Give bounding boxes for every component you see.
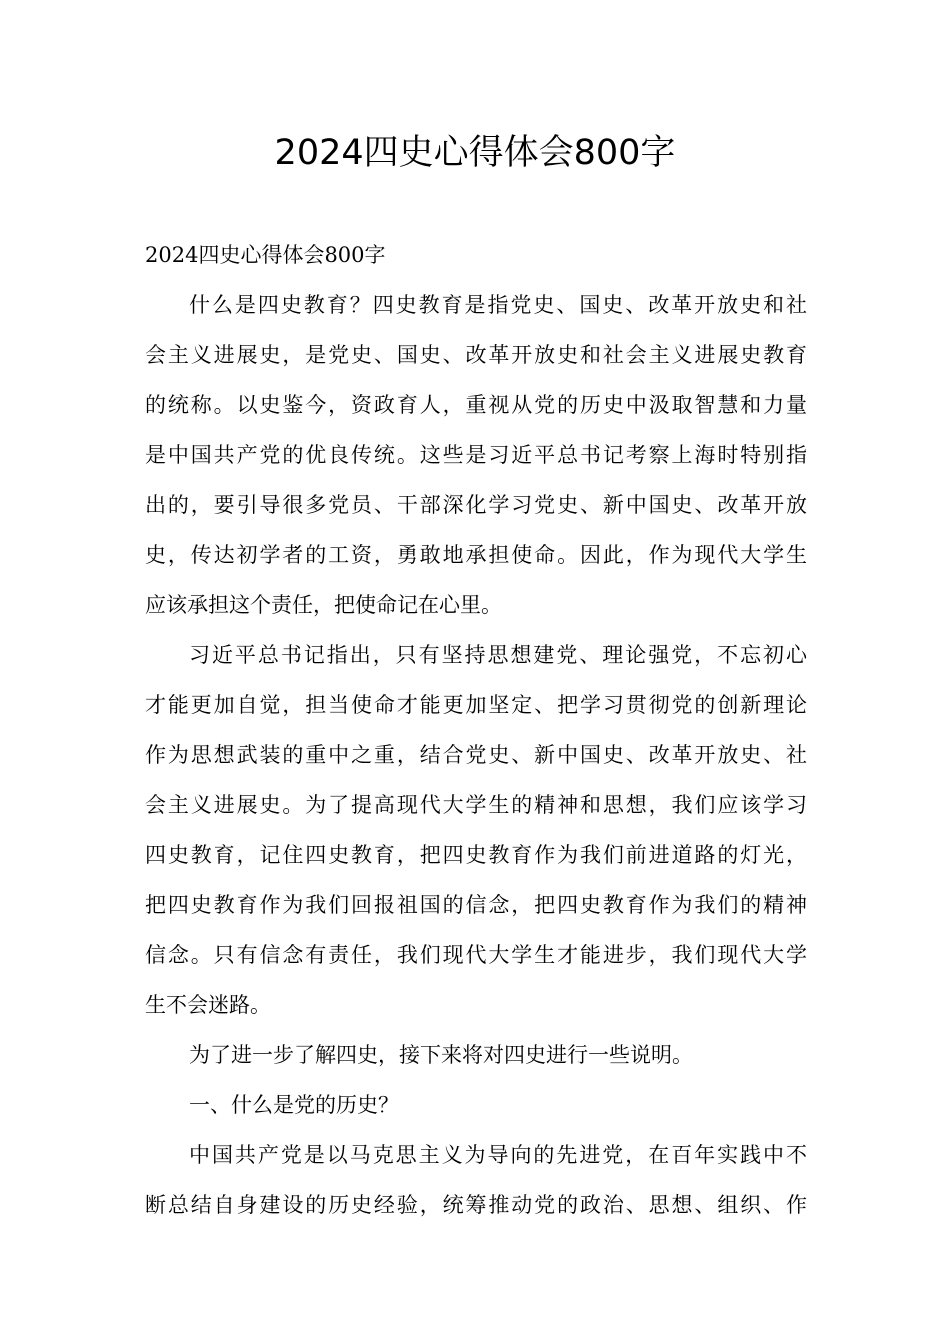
text-line: 四史教育，记住四史教育，把四史教育作为我们前进道路的灯光， bbox=[145, 843, 807, 867]
text-line: 什么是四史教育？四史教育是指党史、国史、改革开放史和社 bbox=[189, 293, 807, 317]
document-title: 2024四史心得体会800字 bbox=[274, 133, 676, 173]
text-line: 会主义进展史。为了提高现代大学生的精神和思想，我们应该学习 bbox=[145, 793, 807, 817]
text-line: 为了进一步了解四史，接下来将对四史进行一些说明。 bbox=[189, 1043, 693, 1067]
subtitle-line: 2024四史心得体会800字 bbox=[145, 243, 386, 267]
text-line: 习近平总书记指出，只有坚持思想建党、理论强党，不忘初心 bbox=[189, 643, 807, 667]
text-line: 作为思想武装的重中之重，结合党史、新中国史、改革开放史、社 bbox=[145, 743, 807, 767]
text-line: 史，传达初学者的工资，勇敢地承担使命。因此，作为现代大学生 bbox=[145, 543, 807, 567]
text-line: 会主义进展史，是党史、国史、改革开放史和社会主义进展史教育 bbox=[145, 343, 807, 367]
text-line: 信念。只有信念有责任，我们现代大学生才能进步，我们现代大学 bbox=[145, 943, 807, 967]
text-line: 的统称。以史鉴今，资政育人，重视从党的历史中汲取智慧和力量 bbox=[145, 393, 807, 417]
text-line: 一、什么是党的历史？ bbox=[189, 1093, 399, 1117]
text-line: 是中国共产党的优良传统。这些是习近平总书记考察上海时特别指 bbox=[145, 443, 807, 467]
text-line: 才能更加自觉，担当使命才能更加坚定、把学习贯彻党的创新理论 bbox=[145, 693, 807, 717]
text-line: 生不会迷路。 bbox=[145, 993, 271, 1017]
text-line: 断总结自身建设的历史经验，统筹推动党的政治、思想、组织、作 bbox=[145, 1193, 807, 1217]
text-line: 出的，要引导很多党员、干部深化学习党史、新中国史、改革开放 bbox=[145, 493, 807, 517]
text-line: 应该承担这个责任，把使命记在心里。 bbox=[145, 593, 502, 617]
paragraph-lines bbox=[145, 280, 807, 1230]
text-line: 中国共产党是以马克思主义为导向的先进党，在百年实践中不 bbox=[189, 1143, 807, 1167]
document-body bbox=[145, 230, 807, 1230]
text-line: 把四史教育作为我们回报祖国的信念，把四史教育作为我们的精神 bbox=[145, 893, 807, 917]
